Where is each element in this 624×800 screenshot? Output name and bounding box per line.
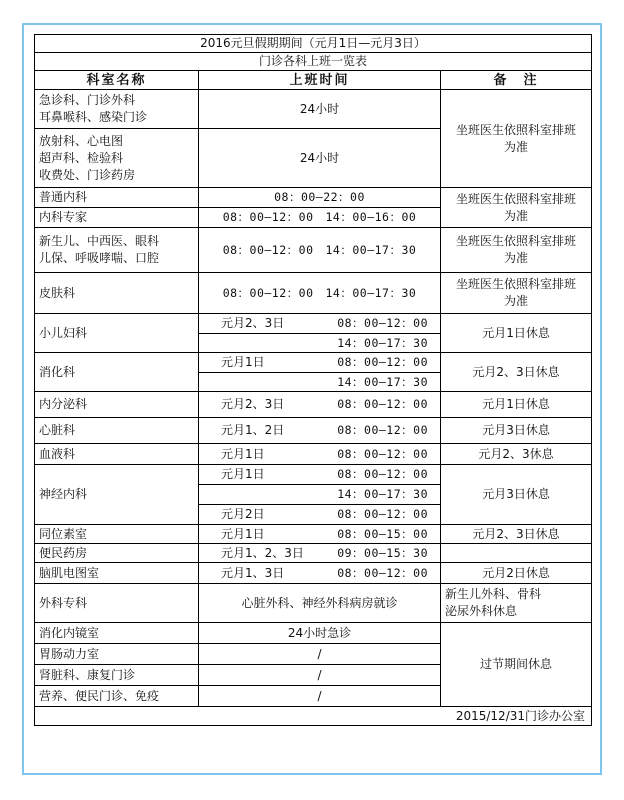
time-cell: 24小时 bbox=[199, 129, 441, 188]
time-cell bbox=[199, 485, 441, 505]
note-cell: 元月2、3日休息 bbox=[441, 525, 592, 544]
dept-cell: 心脏科 bbox=[35, 418, 199, 444]
time-text: 14：00—17：30 bbox=[337, 335, 428, 350]
dept-cell: 皮肤科 bbox=[35, 273, 199, 314]
date-text: 元月1日 bbox=[221, 467, 265, 481]
note-cell: 元月3日休息 bbox=[441, 465, 592, 525]
date-text: 元月1、2、3日 bbox=[221, 545, 304, 560]
note-cell: 元月2日休息 bbox=[441, 563, 592, 584]
schedule-table bbox=[34, 34, 592, 726]
note-cell: 坐班医生依照科室排班为准 bbox=[441, 228, 592, 273]
time-text: 08：00—12：00 bbox=[337, 355, 428, 369]
dept-line: 新生儿、中西医、眼科 bbox=[39, 234, 160, 248]
time-cell: 24小时急诊 bbox=[199, 623, 441, 644]
note-cell: 元月2、3休息 bbox=[441, 444, 592, 465]
note-cell: 坐班医生依照科室排班为准 bbox=[441, 273, 592, 314]
note-cell: 元月2、3日休息 bbox=[441, 353, 592, 392]
dept-cell bbox=[35, 90, 199, 129]
date-text: 元月2日 bbox=[221, 507, 265, 521]
table-row bbox=[35, 314, 592, 334]
time-cell bbox=[199, 563, 441, 584]
dept-cell: 便民药房 bbox=[35, 544, 199, 563]
note-cell: 元月1日休息 bbox=[441, 314, 592, 353]
note-cell: 元月1日休息 bbox=[441, 392, 592, 418]
date-text: 元月1日 bbox=[221, 526, 265, 541]
dept-cell: 小儿妇科 bbox=[35, 314, 199, 353]
time-cell bbox=[199, 373, 441, 392]
dept-line: 放射科、心电图 bbox=[39, 133, 124, 148]
title-row bbox=[35, 35, 592, 53]
date-text: 元月1、2日 bbox=[221, 423, 285, 437]
time-cell bbox=[199, 505, 441, 525]
note-line: 泌尿外科休息 bbox=[445, 604, 518, 618]
header-note: 备 注 bbox=[441, 71, 592, 90]
table-row bbox=[35, 353, 592, 373]
time-text: 08：00—12：00 bbox=[337, 397, 428, 411]
footer-row bbox=[35, 707, 592, 726]
time-text: 08：00—12：00 bbox=[337, 467, 428, 481]
table-row bbox=[35, 228, 592, 273]
time-cell: 24小时 bbox=[199, 90, 441, 129]
dept-cell: 营养、便民门诊、免疫 bbox=[35, 686, 199, 707]
date-text: 元月1日 bbox=[221, 446, 265, 461]
table-row bbox=[35, 584, 592, 623]
table-row bbox=[35, 273, 592, 314]
table-row bbox=[35, 563, 592, 584]
time-cell bbox=[199, 525, 441, 544]
dept-line: 耳鼻喉科、感染门诊 bbox=[39, 110, 148, 124]
note-cell bbox=[441, 544, 592, 563]
time-text: 08：00—12：00 bbox=[337, 423, 428, 437]
time-text: 14：00—17：30 bbox=[337, 487, 428, 501]
dept-line: 收费处、门诊药房 bbox=[39, 167, 136, 182]
time-cell bbox=[199, 314, 441, 334]
table-row bbox=[35, 188, 592, 208]
header-row bbox=[35, 71, 592, 90]
time-cell bbox=[199, 334, 441, 353]
header-dept: 科室名称 bbox=[35, 71, 199, 90]
dept-line: 急诊科、门诊外科 bbox=[39, 93, 136, 107]
time-cell: / bbox=[199, 644, 441, 665]
date-text: 元月1、3日 bbox=[221, 565, 285, 580]
table-row bbox=[35, 623, 592, 644]
dept-cell bbox=[35, 129, 199, 188]
date-text: 元月2、3日 bbox=[221, 397, 285, 411]
time-cell: / bbox=[199, 686, 441, 707]
dept-cell: 脑肌电图室 bbox=[35, 563, 199, 584]
time-cell bbox=[199, 353, 441, 373]
time-text: 14：00—17：30 bbox=[337, 374, 428, 389]
time-cell bbox=[199, 392, 441, 418]
note-cell: 元月3日休息 bbox=[441, 418, 592, 444]
time-cell: 08：00—22：00 bbox=[199, 188, 441, 208]
time-text: 09：00—15：30 bbox=[337, 545, 428, 560]
time-cell bbox=[199, 465, 441, 485]
dept-cell: 内科专家 bbox=[35, 208, 199, 228]
dept-cell: 神经内科 bbox=[35, 465, 199, 525]
table-subtitle: 门诊各科上班一览表 bbox=[35, 53, 592, 71]
time-cell: 08：00—12：00 14：00—17：30 bbox=[199, 273, 441, 314]
note-cell: 坐班医生依照科室排班为准 bbox=[441, 188, 592, 228]
table-row bbox=[35, 444, 592, 465]
time-text: 08：00—12：00 bbox=[337, 316, 428, 330]
dept-line: 超声科、检验科 bbox=[39, 150, 124, 165]
dept-cell: 同位素室 bbox=[35, 525, 199, 544]
dept-cell: 血液科 bbox=[35, 444, 199, 465]
table-row bbox=[35, 418, 592, 444]
time-cell bbox=[199, 544, 441, 563]
time-text: 08：00—12：00 bbox=[337, 565, 428, 580]
dept-cell: 消化内镜室 bbox=[35, 623, 199, 644]
time-text: 08：00—12：00 bbox=[337, 507, 428, 521]
dept-cell: 内分泌科 bbox=[35, 392, 199, 418]
dept-cell: 消化科 bbox=[35, 353, 199, 392]
dept-cell: 外科专科 bbox=[35, 584, 199, 623]
header-time: 上班时间 bbox=[199, 71, 441, 90]
note-cell: 坐班医生依照科室排班为准 bbox=[441, 90, 592, 188]
table-row bbox=[35, 525, 592, 544]
date-text: 元月2、3日 bbox=[221, 316, 285, 330]
time-cell bbox=[199, 444, 441, 465]
time-text: 08：00—15：00 bbox=[337, 526, 428, 541]
dept-line: 儿保、呼吸哮喘、口腔 bbox=[39, 251, 160, 265]
table-row bbox=[35, 465, 592, 485]
dept-cell: 普通内科 bbox=[35, 188, 199, 208]
dept-cell bbox=[35, 228, 199, 273]
time-cell: / bbox=[199, 665, 441, 686]
table-row bbox=[35, 544, 592, 563]
footer-text: 2015/12/31门诊办公室 bbox=[35, 707, 592, 726]
time-text: 08：00—12：00 bbox=[337, 446, 428, 461]
time-cell: 08：00—12：00 14：00—17：30 bbox=[199, 228, 441, 273]
table-row bbox=[35, 392, 592, 418]
time-cell bbox=[199, 418, 441, 444]
time-cell: 08：00—12：00 14：00—16：00 bbox=[199, 208, 441, 228]
table-title: 2016元旦假期期间（元月1日—元月3日） bbox=[35, 35, 592, 53]
date-text: 元月1日 bbox=[221, 355, 265, 369]
time-cell: 心脏外科、神经外科病房就诊 bbox=[199, 584, 441, 623]
dept-cell: 胃肠动力室 bbox=[35, 644, 199, 665]
table-row bbox=[35, 90, 592, 129]
note-cell bbox=[441, 584, 592, 623]
note-line: 新生儿外科、骨科 bbox=[445, 587, 542, 601]
note-cell: 过节期间休息 bbox=[441, 623, 592, 707]
subtitle-row bbox=[35, 53, 592, 71]
dept-cell: 肾脏科、康复门诊 bbox=[35, 665, 199, 686]
